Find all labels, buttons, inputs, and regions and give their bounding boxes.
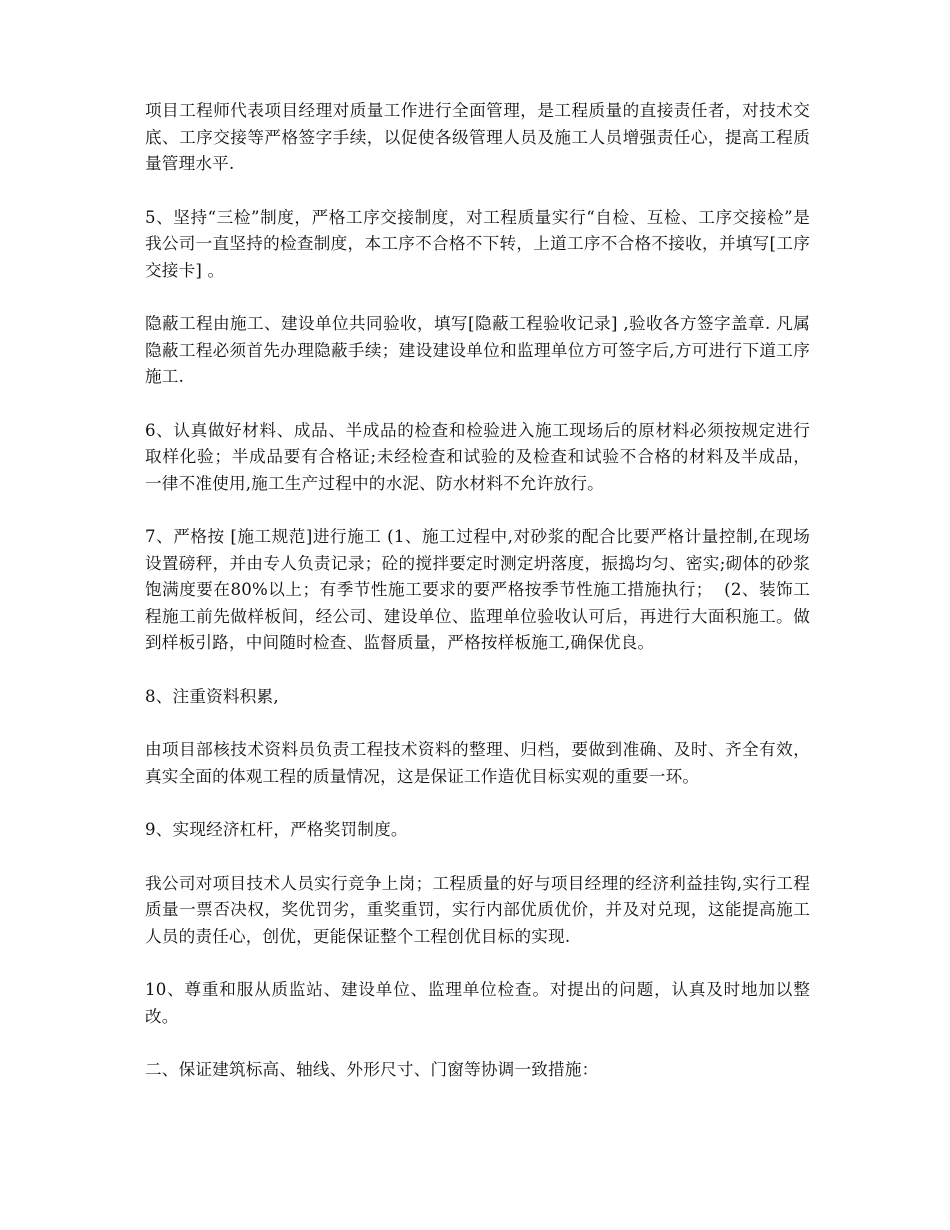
section-heading: 二、保证建筑标高、轴线、外形尺寸、门窗等协调一致措施： — [145, 1060, 599, 1079]
paragraph-4: 6、认真做好材料、成品、半成品的检查和检验进入施工现场后的原材料必须按规定进行取样化验；半成品要有合格证;未经检查和试验的及检查和试验不合格的材料及半成品， 一律不准使用,施工生产过程中的水泥、防水材料不允许放行。 — [145, 420, 832, 493]
paragraph-9: 我公司对项目技术人员实行竞争上岗；工程质量的好与项目经理的经济利益挂钩,实行工程质量一票否决权，奖优罚劣，重奖重罚，实行内部优质优价，并及对兑现，这能提高施工人员的责任心，创优，更能保证整个工程创优目标的实现. — [145, 873, 810, 946]
document-page — [145, 98, 832, 1111]
paragraph-3: 隐蔽工程由施工、建设单位共同验收，填写[隐蔽工程验收记录] ,验收各方签字盖章. 凡属隐蔽工程必须首先办理隐蔽手续；建设建设单位和监理单位方可签字后,方可进行下道工序施工. — [145, 314, 810, 386]
paragraph-6: 8、注重资料积累, — [145, 686, 279, 706]
paragraph-8: 9、实现经济杠杆，严格奖罚制度。 — [145, 820, 408, 839]
paragraph-5: 7、严格按 [施工规范]进行施工 (1、施工过程中,对砂浆的配合比要严格计量控制,在现场设置磅秤，并由专人负责记录；砼的搅拌要定时测定坍落度，振捣均匀、密实;砌体的砂浆饱满度要在80%以上；有季节性施工要求的要严格按季节性施工措施执行； (2、装饰工程施工前先做样板间，经公司、建设单位、监理单位验收认可后，再进行大面积施工。做到样板引路，中间随时检查、监督质量，严格按样板施工,确保优良。 — [145, 527, 810, 652]
paragraph-7: 由项目部核技术资料员负责工程技术资料的整理、归档，要做到准确、及时、齐全有效，真实全面的体观工程的质量情况，这是保证工作造优目标实观的重要一环。 — [145, 740, 810, 786]
paragraph-1: 项目工程师代表项目经理对质量工作进行全面管理，是工程质量的直接责任者，对技术交底、工序交接等严格签字手续，以促使各级管理人员及施工人员增强责任心，提高工程质量管理水平. — [145, 101, 810, 173]
paragraph-10: 10、尊重和服从质监站、建设单位、监理单位检查。对提出的问题，认真及时地加以整改。 — [145, 980, 810, 1026]
paragraph-2: 5、坚持“三检”制度，严格工序交接制度，对工程质量实行“自检、互检、工序交接检”是我公司一直坚持的检查制度，本工序不合格不下转，上道工序不合格不接收，并填写[工序交接卡] 。 — [145, 207, 810, 280]
